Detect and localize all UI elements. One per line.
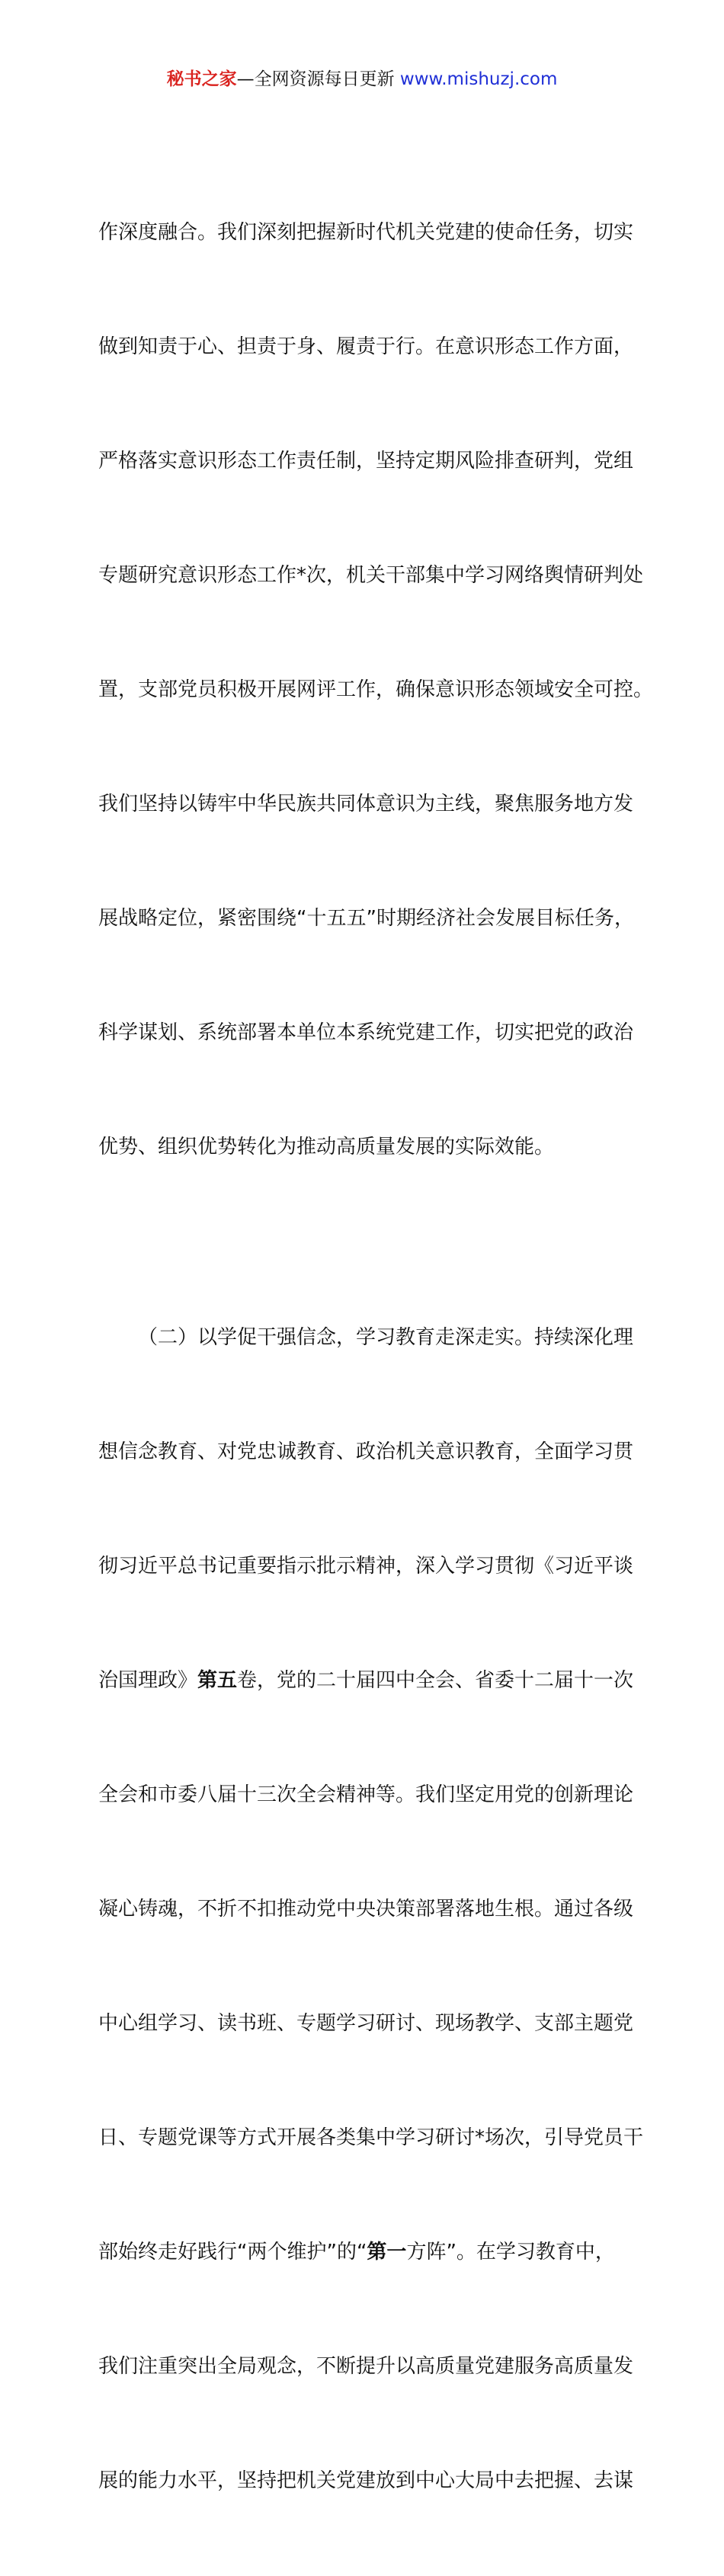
text-segment: 方阵”。在学习教育中， [406, 2241, 615, 2264]
text-segment: 卷，党的二十届四中全会、省委十二届十一次 [237, 1669, 634, 1692]
text-line: 全会和市委八届十三次全会精神等。我们坚定用党的创新理论 [98, 1783, 634, 1806]
text-line: 科学谋划、系统部署本单位本系统党建工作，切实把党的政治 [98, 1021, 634, 1044]
text-line: 想信念教育、对党忠诚教育、政治机关意识教育，全面学习贯 [98, 1440, 634, 1463]
header-tagline: —全网资源每日更新 [236, 69, 400, 89]
site-url-link[interactable]: www.mishuzj.com [399, 69, 558, 89]
text-line: 展战略定位，紧密围绕“十五五”时期经济社会发展目标任务， [98, 907, 634, 930]
text-segment: 部始终走好践行“两个维护”的“ [98, 2241, 367, 2264]
text-segment: 治国理政》 [98, 1669, 198, 1692]
brand-name: 秘书之家 [166, 69, 237, 89]
text-line: 中心组学习、读书班、专题学习研讨、现场教学、支部主题党 [98, 2012, 634, 2035]
watermark-header [0, 67, 724, 91]
document-body [98, 137, 654, 2576]
text-line: 专题研究意识形态工作*次，机关干部集中学习网络舆情研判处 [98, 564, 644, 587]
text-line: 日、专题党课等方式开展各类集中学习研讨*场次，引导党员干 [98, 2126, 644, 2149]
bold-text: 第一 [367, 2241, 407, 2264]
section-heading-line: （二）以学促干强信念，学习教育走深走实。持续深化理 [138, 1326, 634, 1349]
text-line: 优势、组织优势转化为推动高质量发展的实际效能。 [98, 1136, 555, 1158]
text-line: 做到知责于心、担责于身、履责于行。在意识形态工作方面， [98, 335, 634, 358]
text-line: 展的能力水平，坚持把机关党建放到中心大局中去把握、去谋 [98, 2469, 634, 2492]
paragraph-2 [98, 1242, 644, 2576]
paragraph-1 [98, 137, 654, 1242]
text-line: 我们注重突出全局观念，不断提升以高质量党建服务高质量发 [98, 2355, 634, 2378]
text-line: 凝心铸魂，不折不扣推动党中央决策部署落地生根。通过各级 [98, 1898, 634, 1921]
text-line: 置，支部党员积极开展网评工作，确保意识形态领域安全可控。 [98, 678, 654, 701]
text-line-mixed [98, 2233, 639, 2271]
bold-text: 第五 [197, 1669, 238, 1692]
text-line: 彻习近平总书记重要指示批示精神，深入学习贯彻《习近平谈 [98, 1555, 634, 1578]
text-line: 作深度融合。我们深刻把握新时代机关党建的使命任务，切实 [98, 221, 634, 244]
text-line: 我们坚持以铸牢中华民族共同体意识为主线，聚焦服务地方发 [98, 793, 634, 815]
text-line-mixed [98, 1661, 639, 1700]
text-line: 严格落实意识形态工作责任制，坚持定期风险排查研判，党组 [98, 450, 634, 473]
